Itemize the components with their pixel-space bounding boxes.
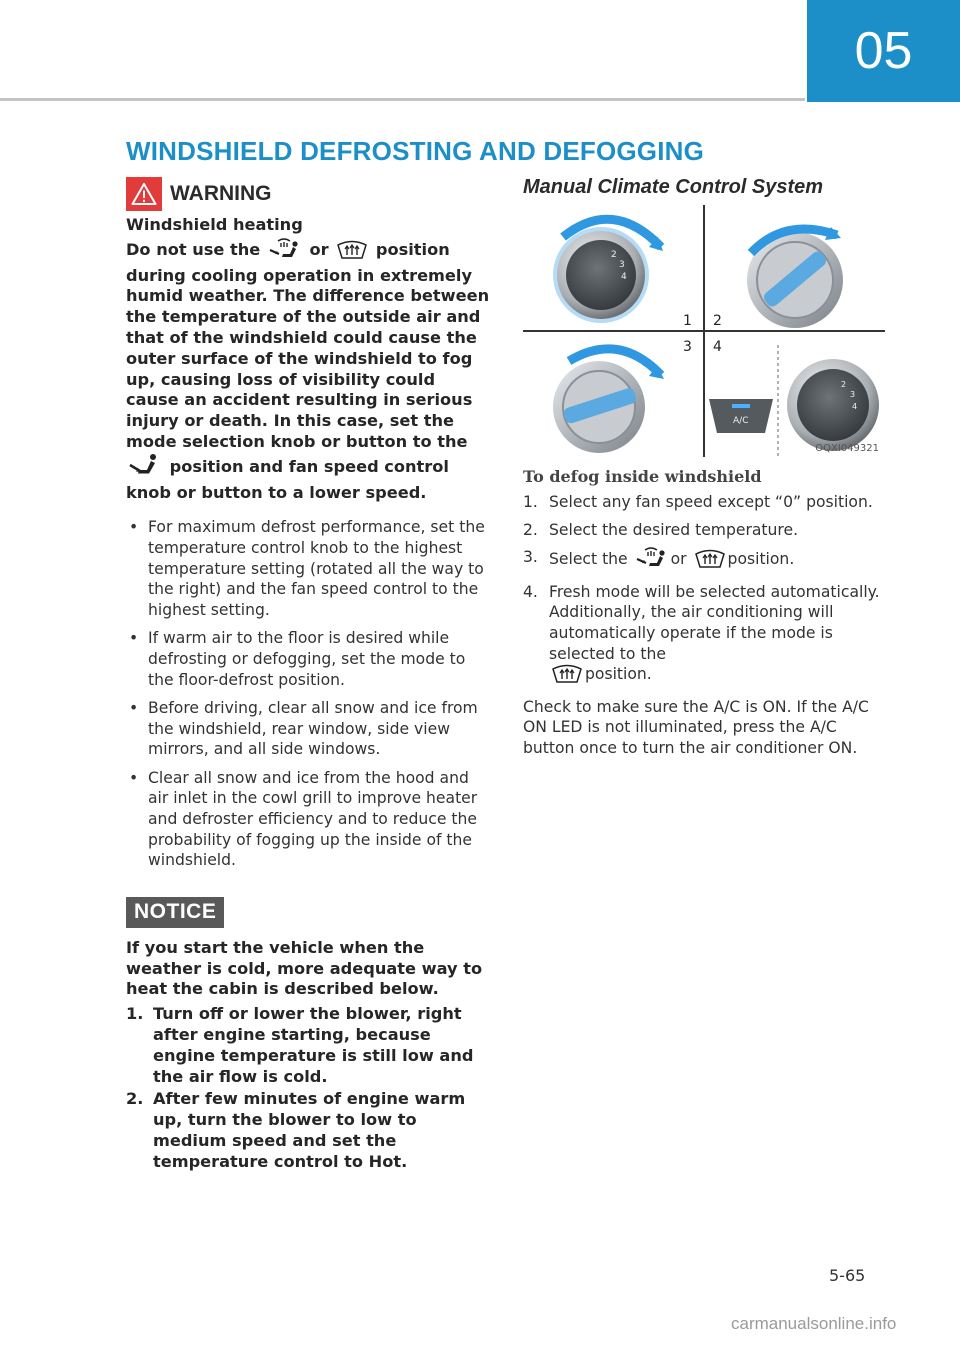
step-text: Fresh mode will be selected automatically. Additionally, the air conditioning will automatically operate if the mode is selected to the xyxy=(549,582,880,663)
figure-label: 2 xyxy=(713,313,722,329)
right-column xyxy=(523,172,893,759)
step-text: Select the desired temperature. xyxy=(549,520,799,539)
bullet-text: If warm air to the floor is desired while defrosting or defogging, set the mode to the floor-defrost position. xyxy=(148,629,466,689)
step-number: 1. xyxy=(523,493,538,511)
ac-check-paragraph: Check to make sure the A/C is ON. If the A/C ON LED is not illuminated, press the A/C button once to turn the air conditioner ON. xyxy=(523,697,869,757)
figure-code: OQXI049321 xyxy=(815,443,879,454)
notice-step xyxy=(126,1004,491,1087)
step-number: 2. xyxy=(523,520,538,539)
step-number: 2. xyxy=(126,1089,144,1109)
step-text: Select any fan speed except “0” position. xyxy=(549,493,873,511)
warning-text-part: Do not use the xyxy=(126,239,261,259)
header-rule xyxy=(0,98,805,101)
step-text: position. xyxy=(585,665,652,684)
defrost-icon xyxy=(551,664,583,690)
figure-label: 1 xyxy=(683,313,692,329)
bullet-text: Before driving, clear all snow and ice from the windshield, rear window, side view mirrors, and all side windows. xyxy=(148,699,478,759)
page-number: 5-65 xyxy=(829,1266,866,1285)
step-text: Turn off or lower the blower, right after engine starting, because engine temperature is still low and the air flow is cold. xyxy=(153,1004,474,1086)
defog-steps xyxy=(523,492,893,690)
bullet-symbol: • xyxy=(129,768,139,787)
defog-subtitle: To defog inside windshield xyxy=(523,467,762,486)
list-item xyxy=(126,517,491,620)
step-number: 3. xyxy=(523,548,538,567)
notice-step xyxy=(126,1089,491,1172)
climate-control-illustration xyxy=(523,205,885,457)
step-item xyxy=(523,492,893,513)
climate-control-figure xyxy=(523,205,885,457)
system-title: Manual Climate Control System xyxy=(523,176,824,198)
floor-defrost-icon xyxy=(268,238,302,266)
step-text: Select the xyxy=(549,550,628,569)
warning-header xyxy=(126,176,491,212)
floor-defrost-icon xyxy=(635,547,669,575)
section-title: WINDSHIELD DEFROSTING AND DEFOGGING xyxy=(126,136,705,166)
defrost-icon xyxy=(694,549,726,575)
defrost-icon xyxy=(336,240,368,266)
warning-text-part: or xyxy=(309,239,329,259)
tips-list xyxy=(126,517,491,871)
step-item xyxy=(523,547,893,575)
warning-triangle-icon xyxy=(126,177,162,211)
knob-tick: 4 xyxy=(621,272,627,282)
notice-steps xyxy=(126,1004,491,1172)
notice-intro: If you start the vehicle when the weather is cold, more adequate way to heat the cabin is described below. xyxy=(126,937,483,999)
floor-icon xyxy=(128,453,162,483)
bullet-symbol: • xyxy=(129,699,139,718)
step-text: position. xyxy=(727,550,795,569)
knob-tick: 2 xyxy=(841,380,847,389)
bullet-text: Clear all snow and ice from the hood and air inlet in the cowl grill to improve heater and defroster efficiency and to reduce the probability of fogging up the inside of the windshield. xyxy=(148,768,478,870)
step-text: After few minutes of engine warm up, turn the blower to low to medium speed and set the temperature control to Hot. xyxy=(153,1089,466,1171)
knob-tick: 3 xyxy=(619,260,625,270)
bullet-text: For maximum defrost performance, set the temperature control knob to the highest temperature setting (rotated all the way to the right) and the fan speed control to the highest setting. xyxy=(148,518,485,619)
step-item xyxy=(523,582,893,690)
warning-text-part: position and fan speed control knob or button to a lower speed. xyxy=(126,456,449,502)
figure-label: 4 xyxy=(713,339,722,355)
list-item xyxy=(126,628,491,690)
warning-text-part: position during cooling operation in extremely humid weather. The difference between the temperature of the outside air and that of the windshield could cause the outer surface of the windshield to fog up, causing loss of visibility could cause an accident resulting in serious injury or death. In this case, set the mode selection knob or button to the xyxy=(126,239,490,451)
figure-label: 3 xyxy=(683,339,692,355)
ac-button-label: A/C xyxy=(733,416,749,426)
step-text: or xyxy=(670,550,687,569)
knob-tick: 2 xyxy=(611,250,617,260)
chapter-tab: 05 xyxy=(807,0,960,102)
bullet-symbol: • xyxy=(129,629,139,648)
step-number: 1. xyxy=(126,1004,144,1024)
list-item xyxy=(126,768,491,871)
notice-badge: NOTICE xyxy=(126,897,224,928)
left-column xyxy=(126,176,491,1175)
knob-tick: 3 xyxy=(850,390,856,399)
warning-text xyxy=(126,238,491,504)
bullet-symbol: • xyxy=(129,518,139,537)
warning-subtitle: Windshield heating xyxy=(126,215,303,234)
list-item xyxy=(126,698,491,760)
step-item xyxy=(523,520,893,541)
knob-tick: 4 xyxy=(852,402,858,411)
watermark-link[interactable]: carmanualsonline.info xyxy=(731,1314,897,1333)
warning-label: WARNING xyxy=(170,182,272,205)
step-number: 4. xyxy=(523,582,538,601)
